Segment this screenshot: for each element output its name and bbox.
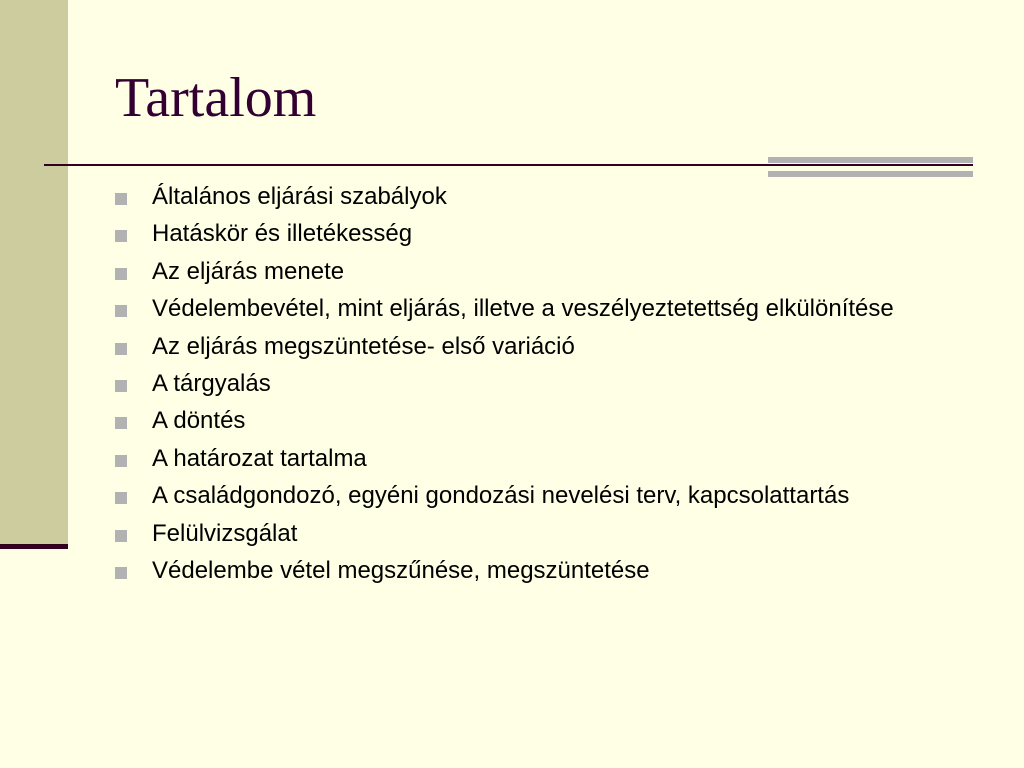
square-bullet-icon xyxy=(115,305,127,317)
square-bullet-icon xyxy=(115,492,127,504)
list-item xyxy=(115,445,905,473)
content-bullet-list xyxy=(115,183,905,594)
list-item-text: A határozat tartalma xyxy=(152,444,367,472)
list-item-text: Felülvizsgálat xyxy=(152,519,298,547)
list-item-text: Védelembevétel, mint eljárás, illetve a veszélyeztetettség elkülönítése xyxy=(152,295,894,323)
square-bullet-icon xyxy=(115,193,127,205)
list-item-text: Az eljárás menete xyxy=(152,257,345,285)
list-item xyxy=(115,183,905,211)
title-divider-accent xyxy=(768,157,973,179)
list-item-text: A családgondozó, egyéni gondozási nevelési terv, kapcsolattartás xyxy=(152,482,850,510)
side-band-underline xyxy=(0,544,68,549)
list-item xyxy=(115,295,905,323)
list-item-text: A tárgyalás xyxy=(152,369,271,397)
list-item xyxy=(115,520,905,548)
list-item-text: A döntés xyxy=(152,407,246,435)
list-item xyxy=(115,557,905,585)
list-item xyxy=(115,220,905,248)
square-bullet-icon xyxy=(115,268,127,280)
list-item xyxy=(115,333,905,361)
list-item-text: Védelembe vétel megszűnése, megszüntetése xyxy=(152,556,650,584)
list-item-text: Hatáskör és illetékesség xyxy=(152,220,413,248)
slide-title: Tartalom xyxy=(115,67,317,129)
accent-bar-top xyxy=(768,157,973,163)
square-bullet-icon xyxy=(115,455,127,467)
list-item xyxy=(115,370,905,398)
list-item-text: Az eljárás megszüntetése- első variáció xyxy=(152,332,575,360)
square-bullet-icon xyxy=(115,380,127,392)
square-bullet-icon xyxy=(115,417,127,429)
list-item xyxy=(115,407,905,435)
accent-bar-bottom xyxy=(768,171,973,177)
square-bullet-icon xyxy=(115,230,127,242)
side-decorative-band xyxy=(0,0,68,546)
square-bullet-icon xyxy=(115,343,127,355)
list-item xyxy=(115,258,905,286)
square-bullet-icon xyxy=(115,530,127,542)
list-item xyxy=(115,482,905,510)
list-item-text: Általános eljárási szabályok xyxy=(152,183,447,210)
square-bullet-icon xyxy=(115,567,127,579)
